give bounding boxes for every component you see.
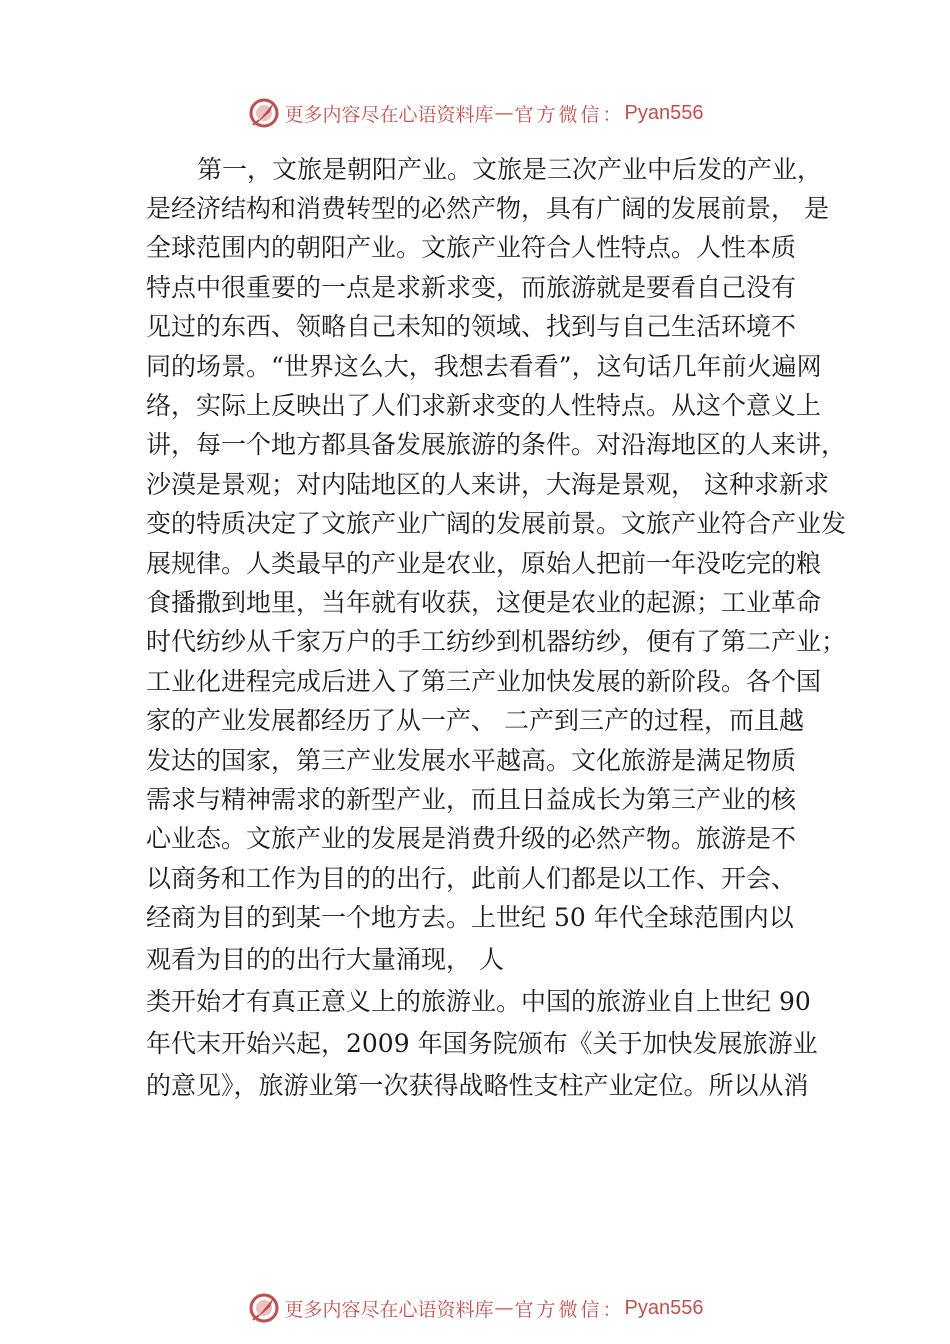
watermark-separator: — xyxy=(494,102,514,124)
body-line: 变的特质决定了文旅产业广阔的发展前景。文旅产业符合产业发 xyxy=(146,509,847,538)
body-line: 特点中很重要的一点是求新求变，而旅游就是要看自己没有 xyxy=(146,273,797,302)
body-line: 的意见》，旅游业第一次获得战略性支柱产业定位。所以从消 xyxy=(146,1071,809,1100)
body-line: 年代末开始兴起，2009 年国务院颁布《关于加快发展旅游业 xyxy=(146,1029,818,1058)
body-line: 见过的东西、领略自己未知的领域、找到与自己生活环境不 xyxy=(146,312,797,341)
body-line: 食播撒到地里，当年就有收获，这便是农业的起源；工业革命 xyxy=(146,588,822,617)
body-line: 是经济结构和消费转型的必然产物，具有广阔的发展前景， 是 xyxy=(146,194,829,223)
body-line: 时代纺纱从千家万户的手工纺纱到机器纺纱，便有了第二产业； xyxy=(146,627,847,656)
watermark-wechat-id: Pyan556 xyxy=(624,1296,704,1319)
body-line: 第一，文旅是朝阳产业。文旅是三次产业中后发的产业， xyxy=(197,155,823,184)
body-line: 家的产业发展都经历了从一产、 二产到三产的过程，而且越 xyxy=(146,706,804,735)
body-line: 络，实际上反映出了人们求新求变的人性特点。从这个意义上 xyxy=(146,391,822,420)
body-line: 展规律。人类最早的产业是农业，原始人把前一年没吃完的粮 xyxy=(146,549,822,578)
body-line: 心业态。文旅产业的发展是消费升级的必然产物。旅游是不 xyxy=(146,824,797,853)
body-line: 发达的国家，第三产业发展水平越高。文化旅游是满足物质 xyxy=(146,746,797,775)
body-line: 以商务和工作为目的的出行，此前人们都是以工作、开会、 xyxy=(146,864,797,893)
watermark-header xyxy=(0,96,950,130)
body-line: 同的场景。“世界这么大，我想去看看”，这句话几年前火遍网 xyxy=(146,352,822,381)
watermark-main-text: 更多内容尽在心语资料库 xyxy=(284,1298,494,1321)
watermark-main-text: 更多内容尽在心语资料库 xyxy=(284,103,494,126)
body-line: 需求与精神需求的新型产业，而且日益成长为第三产业的核 xyxy=(146,785,797,814)
body-line: 讲，每一个地方都具备发展旅游的条件。对沿海地区的人来讲， xyxy=(146,430,847,459)
watermark-footer xyxy=(0,1291,950,1325)
body-line: 全球范围内的朝阳产业。文旅产业符合人性特点。人性本质 xyxy=(146,233,797,262)
quill-logo-icon xyxy=(247,96,281,130)
body-line: 沙漠是景观；对内陆地区的人来讲，大海是景观， 这种求新求 xyxy=(146,470,829,499)
watermark-wechat-id: Pyan556 xyxy=(624,101,704,124)
watermark-separator: — xyxy=(494,1297,514,1319)
quill-logo-icon xyxy=(247,1291,281,1325)
body-line: 观看为目的的出行大量涌现， 人 xyxy=(146,945,504,974)
body-line: 类开始才有真正意义上的旅游业。中国的旅游业自上世纪 90 xyxy=(146,987,811,1016)
body-line: 经商为目的到某一个地方去。上世纪 50 年代全球范围内以 xyxy=(146,903,794,932)
watermark-label: 官方微信： xyxy=(514,1298,625,1321)
body-line: 工业化进程完成后进入了第三产业加快发展的新阶段。各个国 xyxy=(146,667,822,696)
watermark-label: 官方微信： xyxy=(514,103,625,126)
